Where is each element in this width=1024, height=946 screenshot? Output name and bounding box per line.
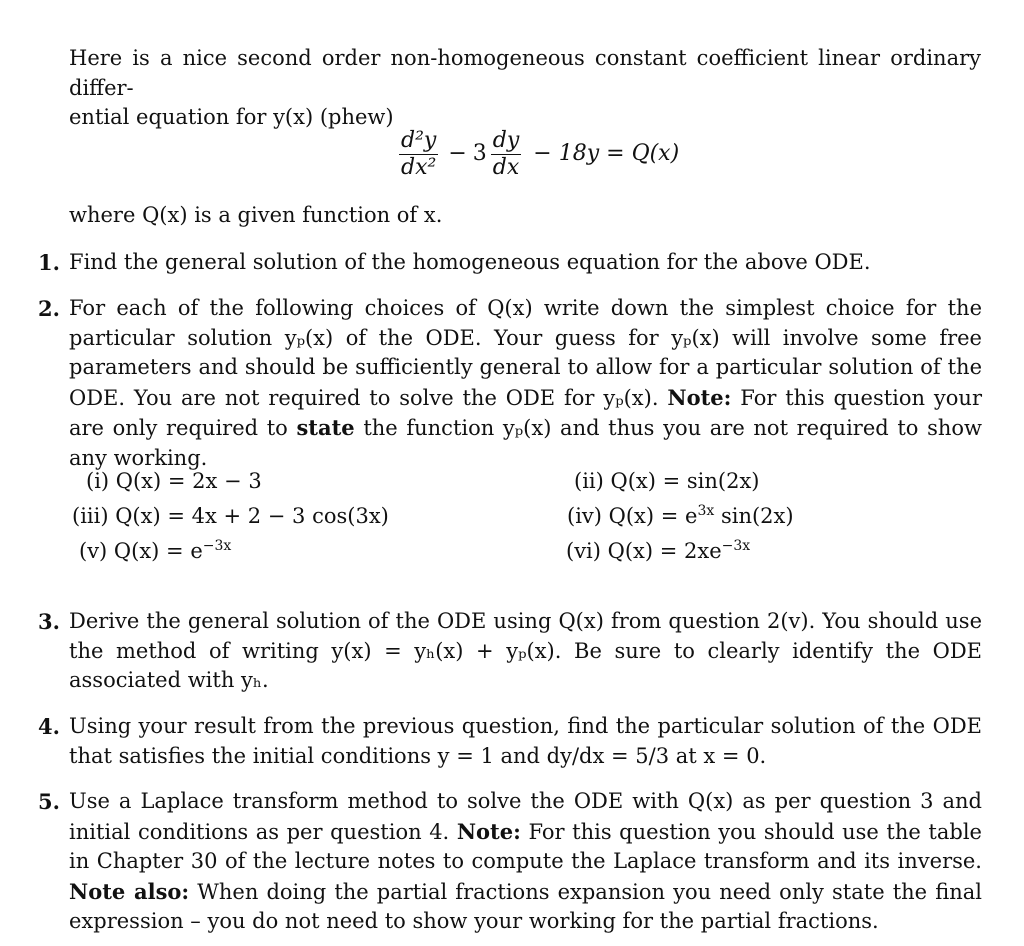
question-text: Derive the general solution of the ODE using Q(x) from question 2(v). You should use the method of writing y(x) = yₕ(x) + yₚ(x). Be sure to clearly identify the ODE associated with yₕ.	[69, 609, 982, 692]
cases-left-column	[72, 464, 389, 569]
case-v-base: (v) Q(x) = e	[79, 539, 203, 563]
ode-equation	[395, 122, 679, 186]
case-v	[79, 534, 389, 569]
intro-line-1: Here is a nice second order non-homogeneous constant coefficient linear ordinary differ-	[69, 46, 981, 100]
frac2-numerator: dy	[492, 127, 520, 153]
case-v-exponent: −3x	[202, 538, 232, 554]
cases-right-column	[566, 464, 794, 569]
intro-line-2: ential equation for y(x) (phew)	[69, 105, 394, 129]
where-statement: where Q(x) is a given function of x.	[69, 203, 443, 227]
frac1-numerator: d²y	[401, 127, 437, 153]
case-vi	[566, 534, 794, 569]
question-number: 5.	[38, 789, 60, 814]
equation-rest: − 18y = Q(x)	[533, 141, 680, 167]
case-iii: (iii) Q(x) = 4x + 2 − 3 cos(3x)	[72, 504, 389, 528]
question-2-text-c: the function yₚ(x) and thus you are not required to show any working.	[69, 416, 982, 470]
case-iv-base: (iv) Q(x) = e	[567, 504, 698, 528]
question-2-text-b: For this question your are only required to	[69, 385, 982, 440]
question-number: 4.	[38, 714, 60, 739]
question-1	[38, 248, 982, 278]
question-5	[38, 787, 982, 937]
note-also-label: Note also:	[69, 878, 190, 904]
frac2-denominator: dx	[492, 154, 520, 180]
case-vi-exponent: −3x	[721, 538, 751, 554]
question-4	[38, 712, 982, 771]
question-text: Find the general solution of the homogeneous equation for the above ODE.	[69, 250, 871, 274]
question-5-text-b: For this question you should use the table in Chapter 30 of the lecture notes to compute the Laplace transform and its inverse.	[69, 819, 982, 873]
intro-paragraph	[69, 44, 981, 133]
question-text	[69, 787, 982, 937]
first-derivative-fraction	[491, 128, 522, 181]
case-ii: (ii) Q(x) = sin(2x)	[574, 469, 760, 493]
case-i: (i) Q(x) = 2x − 3	[86, 469, 262, 493]
question-text: Using your result from the previous question, find the particular solution of the ODE that satisfies the initial conditions y = 1 and dy/dx = 5/3 at x = 0.	[69, 714, 982, 768]
frac1-denominator: dx²	[401, 154, 437, 180]
question-2	[38, 294, 982, 473]
question-5-text-c: When doing the partial fractions expansion you need only state the final expression – you do not need to show your working for the partial fractions.	[69, 879, 982, 933]
case-vi-base: (vi) Q(x) = 2xe	[566, 539, 722, 563]
question-text	[69, 294, 982, 473]
case-iv	[567, 499, 794, 534]
question-number: 3.	[38, 609, 60, 634]
question-number: 1.	[38, 250, 60, 275]
minus-sign: −	[448, 141, 467, 167]
coefficient: 3	[472, 141, 487, 167]
note-label: Note:	[667, 384, 732, 410]
state-label: state	[296, 415, 355, 440]
second-derivative-fraction	[399, 128, 438, 181]
note-label: Note:	[456, 818, 521, 844]
question-number: 2.	[38, 296, 60, 321]
case-iv-exponent: 3x	[697, 503, 715, 519]
question-5-text-a: Use a Laplace transform method to solve the ODE with Q(x) as per question 3 and initial conditions as per question 4.	[69, 789, 982, 844]
question-3	[38, 607, 982, 696]
case-iv-tail: sin(2x)	[714, 504, 794, 528]
question-2-text-a: For each of the following choices of Q(x) write down the simplest choice for the particular solution yₚ(x) of the ODE. Your guess for yₚ(x) will involve some free parameters and should be sufficiently general to allow for a particular solution of the ODE. You are not required to solve the ODE for yₚ(x).	[69, 296, 982, 410]
